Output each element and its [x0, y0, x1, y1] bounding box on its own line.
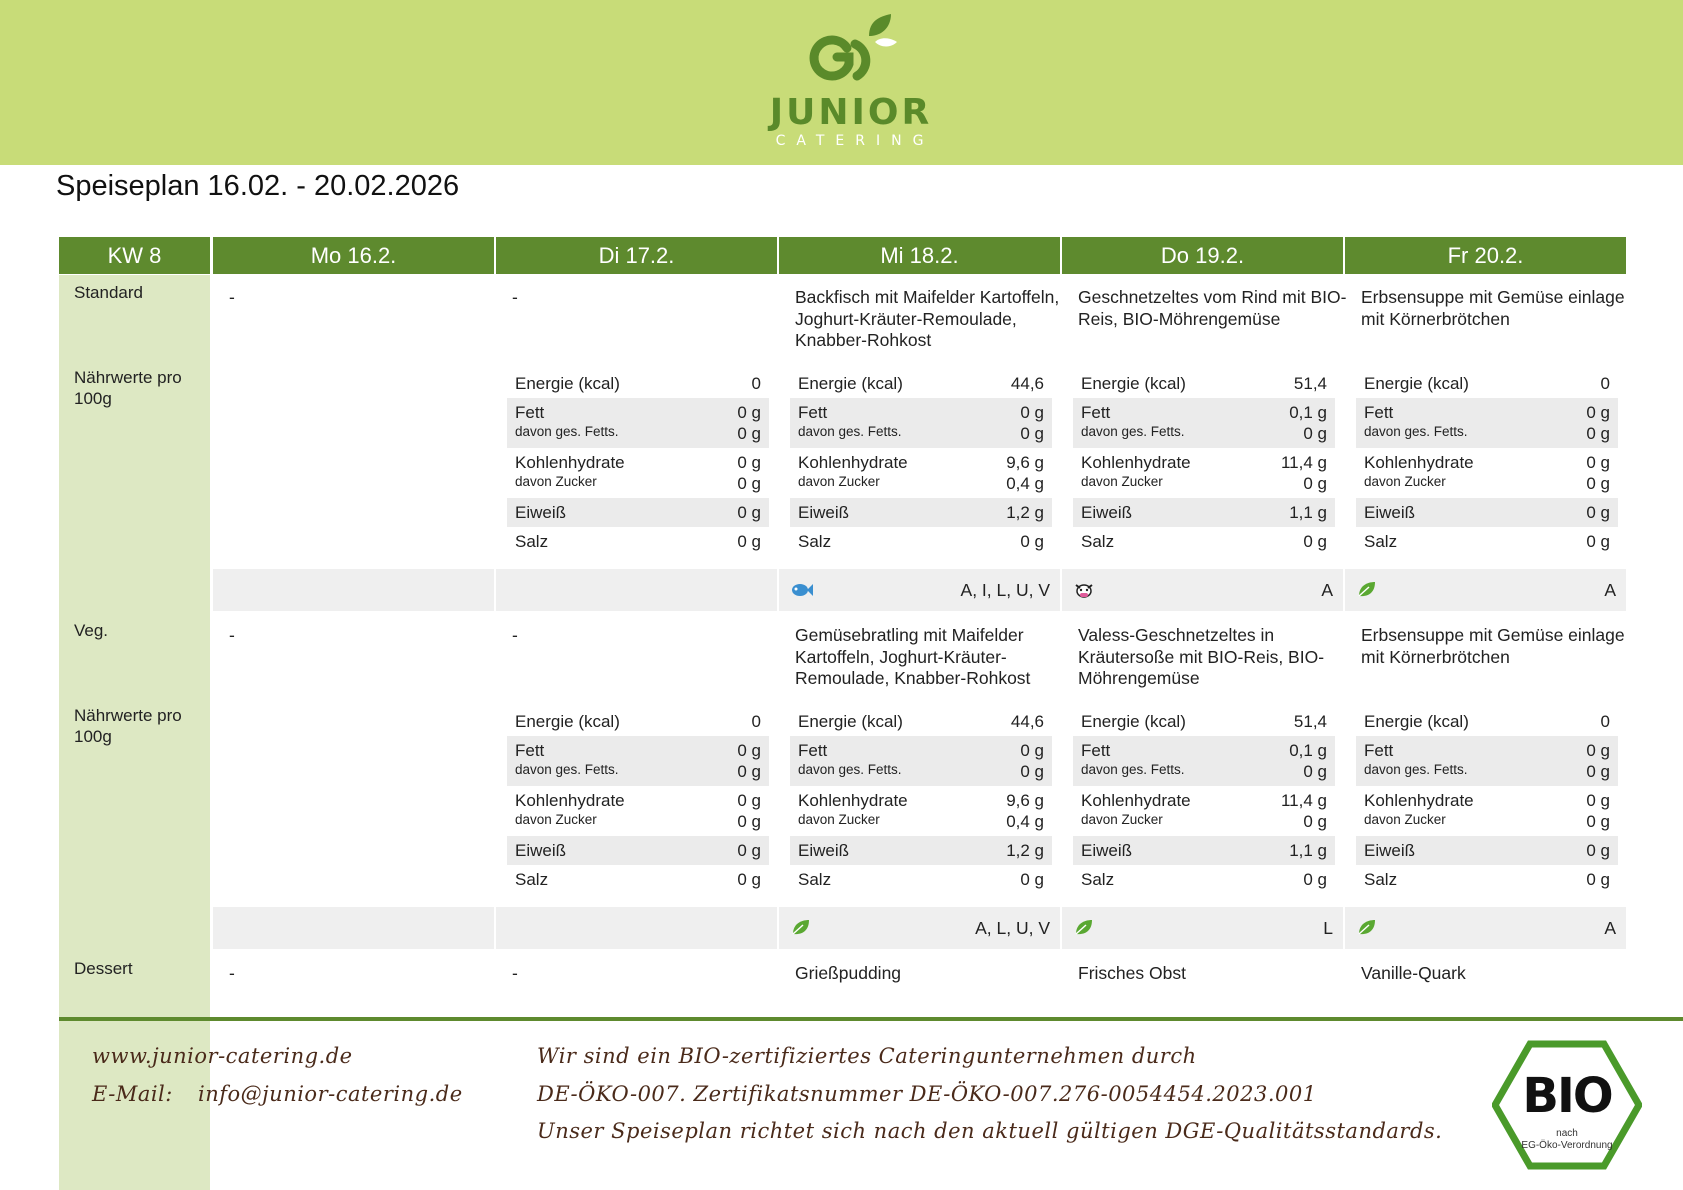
nutrition-row-salz: [1073, 865, 1335, 894]
meal-standard-day-1: -: [512, 287, 518, 307]
footer-email[interactable]: info@junior-catering.de: [198, 1082, 463, 1106]
nutrition-row-salz: [507, 527, 769, 556]
nutrient-value: 0 g: [737, 841, 761, 860]
label-standard: Standard: [74, 283, 143, 302]
nutrient-value: 1,1 g: [1289, 841, 1327, 860]
header-kw: KW 8: [59, 237, 210, 274]
nutrition-row-salz: [790, 865, 1052, 894]
nutrient-subvalue: 0,4 g: [1006, 812, 1044, 831]
nutrient-value: 9,6 g: [1006, 791, 1044, 810]
nutrient-value: 0 g: [737, 503, 761, 522]
nutrient-subvalue: 0 g: [1303, 424, 1327, 443]
nutrient-subvalue: 0 g: [1303, 762, 1327, 781]
nutrient-sublabel: davon Zucker: [1364, 812, 1446, 827]
nutrient-value: 0 g: [1020, 403, 1044, 422]
nutrient-value: 0 g: [737, 453, 761, 472]
nutrition-row-fett: [507, 398, 769, 448]
tag-band-veg-day-4: [1345, 907, 1626, 949]
nutrient-sublabel: davon ges. Fetts.: [515, 762, 619, 777]
nutrition-row-kohlenhydrate: [1073, 786, 1335, 836]
nutrient-value: 0 g: [737, 403, 761, 422]
brand-sub: CATERING: [775, 133, 935, 149]
nutrition-row-salz: [1073, 527, 1335, 556]
nutrient-sublabel: davon ges. Fetts.: [1081, 762, 1185, 777]
leaf-icon: [1355, 918, 1379, 938]
allergen-codes: A: [1604, 918, 1616, 938]
nutrient-label: Eiweiß: [1364, 503, 1416, 522]
nutrient-subvalue: 0 g: [1020, 762, 1044, 781]
meal-veg-day-4: Erbsensuppe mit Gemüse einlage mit Körnerbrötchen: [1361, 625, 1625, 667]
nutrient-value: 0 g: [1020, 532, 1044, 551]
nutrition-table-veg-day-2: [790, 707, 1052, 894]
nutrient-value: 11,4 g: [1280, 791, 1327, 810]
nutrition-row-fett: [790, 398, 1052, 448]
nutrient-subvalue: 0 g: [1586, 762, 1610, 781]
nutrient-label: Fett: [798, 403, 828, 422]
brand-name: JUNIOR: [769, 92, 933, 133]
nutrition-table-standard-day-2: [790, 369, 1052, 556]
header-day-di: Di 17.2.: [496, 237, 777, 274]
nutrient-label: Fett: [1081, 403, 1111, 422]
nutrient-value: 0 g: [737, 741, 761, 760]
nutrition-row-energie: [507, 707, 769, 736]
nutrition-row-eiweiss: [1356, 498, 1618, 527]
nutrient-label: Kohlenhydrate: [515, 791, 625, 810]
nutrient-value: 0 g: [1020, 870, 1044, 889]
header-day-do: Do 19.2.: [1062, 237, 1343, 274]
nutrition-row-kohlenhydrate: [507, 448, 769, 498]
nutrient-value: 1,2 g: [1006, 841, 1044, 860]
header-day-fr: Fr 20.2.: [1345, 237, 1626, 274]
nutrient-label: Fett: [798, 741, 828, 760]
tag-band-standard-day-1: [496, 569, 777, 611]
nutrition-row-kohlenhydrate: [1073, 448, 1335, 498]
nutrient-label: Salz: [798, 532, 832, 551]
tag-band-standard-day-2: [779, 569, 1060, 611]
nutrient-label: Fett: [515, 403, 545, 422]
nutrition-row-energie: [1356, 707, 1618, 736]
nutrition-row-energie: [1356, 369, 1618, 398]
tag-band-veg-day-0: [213, 907, 494, 949]
meal-standard-day-4: Erbsensuppe mit Gemüse einlage mit Körnerbrötchen: [1361, 287, 1625, 329]
meal-veg-day-3: Valess-Geschnetzeltes in Kräutersoße mit BIO-Reis, BIO-Möhrengemüse: [1078, 625, 1325, 688]
nutrient-subvalue: 0 g: [1020, 424, 1044, 443]
nutrition-table-standard-day-1: [507, 369, 769, 556]
nutrient-value: 0,1 g: [1289, 741, 1327, 760]
nutrient-label: Kohlenhydrate: [1364, 453, 1474, 472]
nutrition-table-veg-day-1: [507, 707, 769, 894]
nutrition-row-energie: [790, 707, 1052, 736]
nutrient-value: 0: [751, 374, 761, 393]
nutrition-table-veg-day-4: [1356, 707, 1618, 894]
dessert-day-2: Grießpudding: [795, 963, 902, 983]
nutrient-label: Salz: [515, 532, 549, 551]
allergen-codes: A, I, L, U, V: [960, 580, 1050, 600]
nutrient-value: 0 g: [1586, 532, 1610, 551]
nutrition-row-energie: [790, 369, 1052, 398]
nutrient-label: Eiweiß: [515, 503, 567, 522]
leaf-icon: [1355, 580, 1379, 600]
header-day-mi: Mi 18.2.: [779, 237, 1060, 274]
nutrient-label: Fett: [515, 741, 545, 760]
label-dessert: Dessert: [74, 959, 133, 978]
nutrition-row-salz: [1356, 527, 1618, 556]
nutrient-label: Eiweiß: [798, 841, 850, 860]
nutrient-label: Energie (kcal): [1081, 712, 1186, 731]
nutrient-value: 0: [751, 712, 761, 731]
nutrient-label: Eiweiß: [1081, 841, 1133, 860]
nutrient-value: 1,2 g: [1006, 503, 1044, 522]
nutrition-row-fett: [1356, 398, 1618, 448]
nutrition-row-kohlenhydrate: [790, 448, 1052, 498]
nutrition-row-eiweiss: [507, 836, 769, 865]
nutrient-label: Fett: [1364, 403, 1394, 422]
dessert-day-4: Vanille-Quark: [1361, 963, 1466, 983]
nutrient-subvalue: 0 g: [737, 474, 761, 493]
nutrient-sublabel: davon Zucker: [798, 812, 880, 827]
footer-dge-line: Unser Speiseplan richtet sich nach den aktuell gültigen DGE-Qualitätsstandards.: [537, 1119, 1443, 1143]
nutrient-label: Salz: [798, 870, 832, 889]
footer-email-label: E-Mail:: [92, 1082, 173, 1106]
nutrient-sublabel: davon Zucker: [515, 474, 597, 489]
dessert-day-1: -: [512, 963, 518, 983]
nutrition-row-fett: [507, 736, 769, 786]
nutrient-sublabel: davon Zucker: [1081, 812, 1163, 827]
meal-standard-day-0: -: [229, 287, 235, 307]
nutrient-value: 0 g: [1586, 503, 1610, 522]
nutrient-label: Energie (kcal): [515, 374, 620, 393]
bio-seal-text: BIO: [1522, 1068, 1612, 1124]
nutrition-table-veg-day-3: [1073, 707, 1335, 894]
nutrition-row-kohlenhydrate: [1356, 786, 1618, 836]
nutrient-sublabel: davon Zucker: [1364, 474, 1446, 489]
nutrient-value: 11,4 g: [1280, 453, 1327, 472]
bio-seal-sub2: EG-Öko-Verordnung: [1521, 1140, 1613, 1151]
nutrient-value: 9,6 g: [1006, 453, 1044, 472]
nutrition-table-standard-day-4: [1356, 369, 1618, 556]
nutrient-value: 0 g: [1586, 403, 1610, 422]
label-veg: Veg.: [74, 621, 109, 640]
nutrition-row-eiweiss: [507, 498, 769, 527]
nutrient-value: 1,1 g: [1289, 503, 1327, 522]
nutrient-subvalue: 0 g: [1303, 474, 1327, 493]
footer-website[interactable]: www.junior-catering.de: [92, 1044, 353, 1068]
nutrient-label: Eiweiß: [515, 841, 567, 860]
nutrient-subvalue: 0,4 g: [1006, 474, 1044, 493]
logo-mark-icon: [807, 10, 897, 90]
nutrient-subvalue: 0 g: [737, 762, 761, 781]
nutrition-row-fett: [1073, 398, 1335, 448]
nutrient-label: Eiweiß: [1081, 503, 1133, 522]
nutrient-sublabel: davon ges. Fetts.: [798, 762, 902, 777]
nutrient-subvalue: 0 g: [1303, 812, 1327, 831]
nutrient-sublabel: davon Zucker: [798, 474, 880, 489]
tag-band-veg-day-2: [779, 907, 1060, 949]
nutrient-value: 51,4: [1293, 374, 1327, 393]
nutrient-subvalue: 0 g: [1586, 474, 1610, 493]
nutrition-row-salz: [790, 527, 1052, 556]
nutrient-subvalue: 0 g: [737, 424, 761, 443]
meal-veg-day-2: Gemüsebratling mit Maifelder Kartoffeln, Joghurt-Kräuter-Remoulade, Knabber-Rohkost: [795, 625, 1031, 688]
nutrient-value: 0: [1600, 712, 1610, 731]
nutrient-label: Energie (kcal): [1364, 374, 1469, 393]
nutrition-row-kohlenhydrate: [507, 786, 769, 836]
nutrient-sublabel: davon ges. Fetts.: [1081, 424, 1185, 439]
tag-band-standard-day-3: [1062, 569, 1343, 611]
nutrient-label: Salz: [1081, 532, 1115, 551]
nutrient-label: Energie (kcal): [1364, 712, 1469, 731]
nutrient-value: 0: [1600, 374, 1610, 393]
allergen-codes: L: [1323, 918, 1333, 938]
nutrient-value: 0 g: [1303, 870, 1327, 889]
junior-catering-logo: [741, 10, 961, 160]
allergen-codes: A: [1604, 580, 1616, 600]
nutrition-row-eiweiss: [1073, 836, 1335, 865]
nutrient-sublabel: davon ges. Fetts.: [1364, 762, 1468, 777]
meal-veg-day-0: -: [229, 625, 235, 645]
nutrient-value: 0 g: [1586, 870, 1610, 889]
dessert-day-3: Frisches Obst: [1078, 963, 1186, 983]
nutrient-value: 51,4: [1293, 712, 1327, 731]
bio-seal-sub1: nach: [1556, 1128, 1578, 1139]
nutrient-label: Kohlenhydrate: [798, 453, 908, 472]
tag-band-standard-day-4: [1345, 569, 1626, 611]
nutrient-sublabel: davon Zucker: [515, 812, 597, 827]
cow-icon: [1072, 580, 1096, 600]
tag-band-veg-day-3: [1062, 907, 1343, 949]
meal-veg-day-1: -: [512, 625, 518, 645]
dessert-day-0: -: [229, 963, 235, 983]
nutrient-value: 0 g: [1586, 741, 1610, 760]
nutrient-label: Salz: [1364, 532, 1398, 551]
nutrition-table-standard-day-3: [1073, 369, 1335, 556]
leaf-icon: [789, 918, 813, 938]
page-title: Speiseplan 16.02. - 20.02.2026: [56, 170, 460, 202]
header-day-mo: Mo 16.2.: [213, 237, 494, 274]
nutrition-row-eiweiss: [1073, 498, 1335, 527]
tag-band-standard-day-0: [213, 569, 494, 611]
nutrition-row-fett: [1073, 736, 1335, 786]
nutrient-label: Kohlenhydrate: [798, 791, 908, 810]
footer-bio-line-1: Wir sind ein BIO-zertifiziertes Cateringunternehmen durch: [537, 1044, 1197, 1068]
nutrition-row-eiweiss: [1356, 836, 1618, 865]
nutrient-subvalue: 0 g: [1586, 424, 1610, 443]
nutrient-value: 0,1 g: [1289, 403, 1327, 422]
nutrient-label: Fett: [1364, 741, 1394, 760]
nutrient-value: 44,6: [1010, 374, 1044, 393]
allergen-codes: A: [1321, 580, 1333, 600]
nutrition-row-eiweiss: [790, 836, 1052, 865]
tag-band-veg-day-1: [496, 907, 777, 949]
nutrient-value: 0 g: [1020, 741, 1044, 760]
nutrient-value: 0 g: [1586, 453, 1610, 472]
nutrition-row-eiweiss: [790, 498, 1052, 527]
nutrition-row-kohlenhydrate: [1356, 448, 1618, 498]
nutrient-value: 0 g: [737, 791, 761, 810]
nutrient-sublabel: davon ges. Fetts.: [798, 424, 902, 439]
nutrient-label: Kohlenhydrate: [1081, 453, 1191, 472]
nutrient-value: 44,6: [1010, 712, 1044, 731]
nutrition-row-salz: [507, 865, 769, 894]
nutrient-label: Salz: [1364, 870, 1398, 889]
nutrient-value: 0 g: [737, 870, 761, 889]
nutrient-label: Kohlenhydrate: [1081, 791, 1191, 810]
nutrient-label: Eiweiß: [1364, 841, 1416, 860]
allergen-codes: A, L, U, V: [975, 918, 1050, 938]
nutrient-sublabel: davon ges. Fetts.: [515, 424, 619, 439]
nutrient-label: Salz: [515, 870, 549, 889]
label-naehrwerte-veg: Nährwerte pro 100g: [74, 706, 182, 746]
footer-bio-line-2: DE-ÖKO-007. Zertifikatsnummer DE-ÖKO-007.276-0054454.2023.001: [537, 1082, 1317, 1106]
nutrient-subvalue: 0 g: [1586, 812, 1610, 831]
bio-seal: [1492, 1040, 1642, 1170]
nutrition-row-energie: [1073, 369, 1335, 398]
nutrient-label: Energie (kcal): [798, 712, 903, 731]
nutrient-label: Energie (kcal): [515, 712, 620, 731]
nutrient-label: Eiweiß: [798, 503, 850, 522]
nutrient-subvalue: 0 g: [737, 812, 761, 831]
label-naehrwerte-standard: Nährwerte pro 100g: [74, 368, 182, 408]
meal-standard-day-3: Geschnetzeltes vom Rind mit BIO-Reis, BIO-Möhrengemüse: [1078, 287, 1347, 329]
fish-icon: [789, 580, 813, 600]
nutrition-row-kohlenhydrate: [790, 786, 1052, 836]
footer-divider: [59, 1017, 1683, 1021]
nutrient-sublabel: davon ges. Fetts.: [1364, 424, 1468, 439]
nutrient-label: Kohlenhydrate: [515, 453, 625, 472]
leaf-icon: [1072, 918, 1096, 938]
nutrient-value: 0 g: [737, 532, 761, 551]
meal-standard-day-2: Backfisch mit Maifelder Kartoffeln, Joghurt-Kräuter-Remoulade, Knabber-Rohkost: [795, 287, 1060, 350]
nutrient-value: 0 g: [1586, 841, 1610, 860]
nutrition-row-salz: [1356, 865, 1618, 894]
nutrition-row-fett: [790, 736, 1052, 786]
nutrient-value: 0 g: [1586, 791, 1610, 810]
nutrient-label: Fett: [1081, 741, 1111, 760]
nutrition-row-energie: [1073, 707, 1335, 736]
nutrient-value: 0 g: [1303, 532, 1327, 551]
nutrient-label: Kohlenhydrate: [1364, 791, 1474, 810]
nutrient-sublabel: davon Zucker: [1081, 474, 1163, 489]
nutrition-row-fett: [1356, 736, 1618, 786]
nutrient-label: Energie (kcal): [1081, 374, 1186, 393]
nutrient-label: Energie (kcal): [798, 374, 903, 393]
nutrient-label: Salz: [1081, 870, 1115, 889]
nutrition-row-energie: [507, 369, 769, 398]
